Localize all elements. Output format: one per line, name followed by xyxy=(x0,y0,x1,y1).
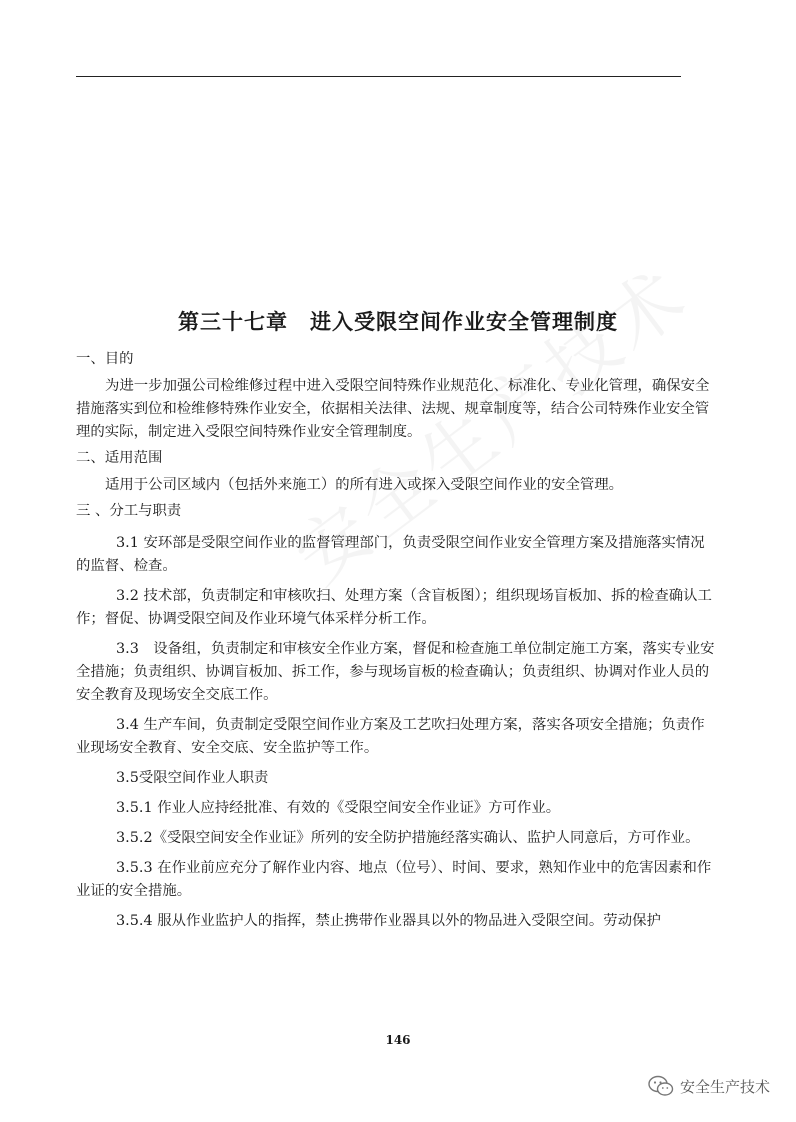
paragraph-3-4: 3.4 生产车间，负责制定受限空间作业方案及工艺吹扫处理方案，落实各项安全措施；负责作业现场安全教育、安全交底、安全监护等工作。 xyxy=(76,717,705,756)
footer-brand xyxy=(648,1075,770,1097)
paragraph-3-3: 3.3 设备组，负责制定和审核安全作业方案，督促和检查施工单位制定施工方案，落实专业安全措施；负责组织、协调盲板加、拆工作，参与现场盲板的检查确认；负责组织、协调对作业人员的安全教育及现场安全交底工作。 xyxy=(76,641,715,703)
document-body xyxy=(76,345,719,933)
wechat-icon xyxy=(648,1075,674,1097)
section-heading-scope: 二、适用范围 xyxy=(76,450,163,466)
paragraph-scope: 适用于公司区域内（包括外来施工）的所有进入或探入受限空间作业的安全管理。 xyxy=(105,477,624,493)
paragraph-3-5: 3.5受限空间作业人职责 xyxy=(116,770,269,786)
paragraph-3-5-3: 3.5.3 在作业前应充分了解作业内容、地点（位号）、时间、要求，熟知作业中的危害因素和作业证的安全措施。 xyxy=(76,860,712,899)
paragraph-3-2: 3.2 技术部，负责制定和审核吹扫、处理方案（含盲板图）；组织现场盲板加、拆的检查确认工作；督促、协调受限空间及作业环境气体采样分析工作。 xyxy=(76,588,712,627)
page-number: 146 xyxy=(385,1033,411,1047)
paragraph-3-5-1: 3.5.1 作业人应持经批准、有效的《受限空间安全作业证》方可作业。 xyxy=(116,800,561,816)
paragraph-3-1: 3.1 安环部是受限空间作业的监督管理部门，负责受限空间作业安全管理方案及措施落实情况的监督、检查。 xyxy=(76,535,705,574)
section-heading-purpose: 一、目的 xyxy=(76,351,134,367)
chapter-title: 第三十七章 进入受限空间作业安全管理制度 xyxy=(178,310,618,334)
section-heading-duties: 三 、分工与职责 xyxy=(76,503,182,519)
paragraph-3-5-2: 3.5.2《受限空间安全作业证》所列的安全防护措施经落实确认、监护人同意后，方可作业。 xyxy=(116,830,700,846)
footer-brand-label: 安全生产技术 xyxy=(679,1077,770,1096)
paragraph-3-5-4: 3.5.4 服从作业监护人的指挥，禁止携带作业器具以外的物品进入受限空间。劳动保护 xyxy=(116,913,661,929)
header-rule xyxy=(76,76,681,77)
paragraph-purpose: 为进一步加强公司检维修过程中进入受限空间特殊作业规范化、标准化、专业化管理，确保安全措施落实到位和检维修特殊作业安全，依据相关法律、法规、规章制度等，结合公司特殊作业安全管理的实际，制定进入受限空间特殊作业安全管理制度。 xyxy=(76,378,710,440)
